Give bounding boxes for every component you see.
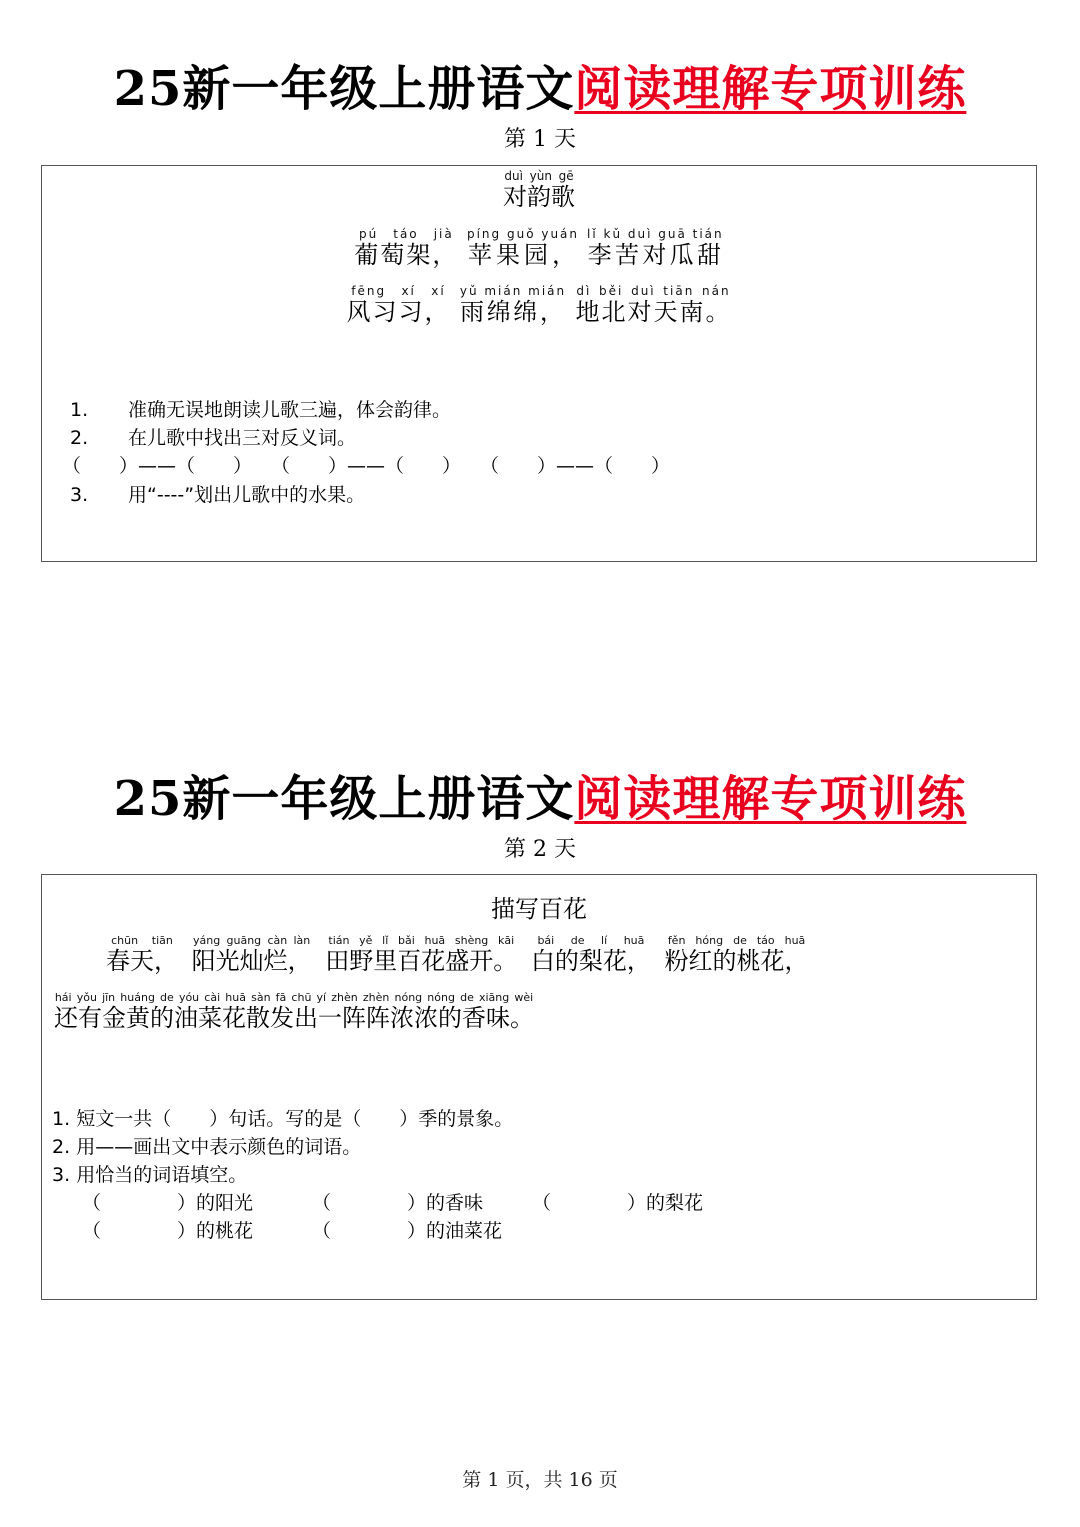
passage-line-1 <box>106 935 815 976</box>
antonym-blanks[interactable]: （ ）——（ ） （ ）——（ ） （ ）——（ ） <box>62 455 671 477</box>
poem-title: 对韵歌duì yùn gē <box>503 169 575 211</box>
title-black: 25新一年级上册语文 <box>113 771 575 827</box>
poem-phrase: 地北对天南。dì běi duì tiān nán <box>575 284 732 326</box>
title-black: 25新一年级上册语文 <box>113 61 575 117</box>
poem-phrase: 风习习，fēng xí xí <box>346 284 451 326</box>
question-1: 1. 准确无误地朗读儿歌三遍，体会韵律。 <box>70 399 452 421</box>
question-2: 2. 在儿歌中找出三对反义词。 <box>70 427 357 449</box>
passage-phrase: 粉红的桃花，fěn hóng de táo huā <box>664 934 809 975</box>
page-title-day2 <box>0 760 1080 829</box>
passage-line-2 <box>54 992 540 1033</box>
question-2: 2. 用——画出文中表示颜色的词语。 <box>52 1136 362 1158</box>
exercise-box-2 <box>41 874 1037 1300</box>
poem-line-2 <box>42 285 1036 327</box>
poem-phrase: 雨绵绵，yǔ mián mián <box>459 284 567 326</box>
page-title-day1 <box>0 50 1080 119</box>
fill-blank[interactable]: （ ）的桃花 <box>82 1220 254 1242</box>
passage-phrase: 田野里百花盛开。tián yě lǐ bǎi huā shèng kāi <box>325 934 518 975</box>
passage-phrase: 还有金黄的油菜花散发出一阵阵浓浓的香味。hái yǒu jīn huáng de yóu cài huā sàn fā chū yí zhèn zhèn nóng nóng de xiāng wèi <box>54 991 534 1032</box>
passage-phrase: 阳光灿烂，yáng guāng càn làn <box>191 934 312 975</box>
exercise-box-1 <box>41 165 1037 562</box>
poem-line-1 <box>42 228 1036 270</box>
question-1: 1. 短文一共（ ）句话。写的是（ ）季的景象。 <box>52 1108 514 1130</box>
fill-blank[interactable]: （ ）的香味 <box>312 1192 484 1214</box>
poem-phrase: 苹果园，píng guǒ yuán <box>466 227 580 269</box>
poem-phrase: 葡萄架，pú táo jià <box>354 227 459 269</box>
title-red: 阅读理解专项训练 <box>574 771 967 827</box>
fill-blank[interactable]: （ ）的梨花 <box>532 1192 704 1214</box>
passage-title: 描写百花 <box>491 895 587 923</box>
passage-phrase: 春天，chūn tiān <box>106 934 178 975</box>
day-label-2: 第 2 天 <box>504 837 576 862</box>
passage-phrase: 白的梨花，bái de lí huā <box>530 934 651 975</box>
poem-phrase: 李苦对瓜甜lǐ kǔ duì guā tián <box>587 227 724 269</box>
question-3: 3. 用恰当的词语填空。 <box>52 1164 248 1186</box>
fill-blank[interactable]: （ ）的油菜花 <box>312 1220 503 1242</box>
page-footer: 第 1 页，共 16 页 <box>462 1469 618 1491</box>
title-red: 阅读理解专项训练 <box>574 61 967 117</box>
day-label-1: 第 1 天 <box>504 127 576 152</box>
fill-blank[interactable]: （ ）的阳光 <box>82 1192 254 1214</box>
question-3: 3. 用“----”划出儿歌中的水果。 <box>70 484 366 506</box>
